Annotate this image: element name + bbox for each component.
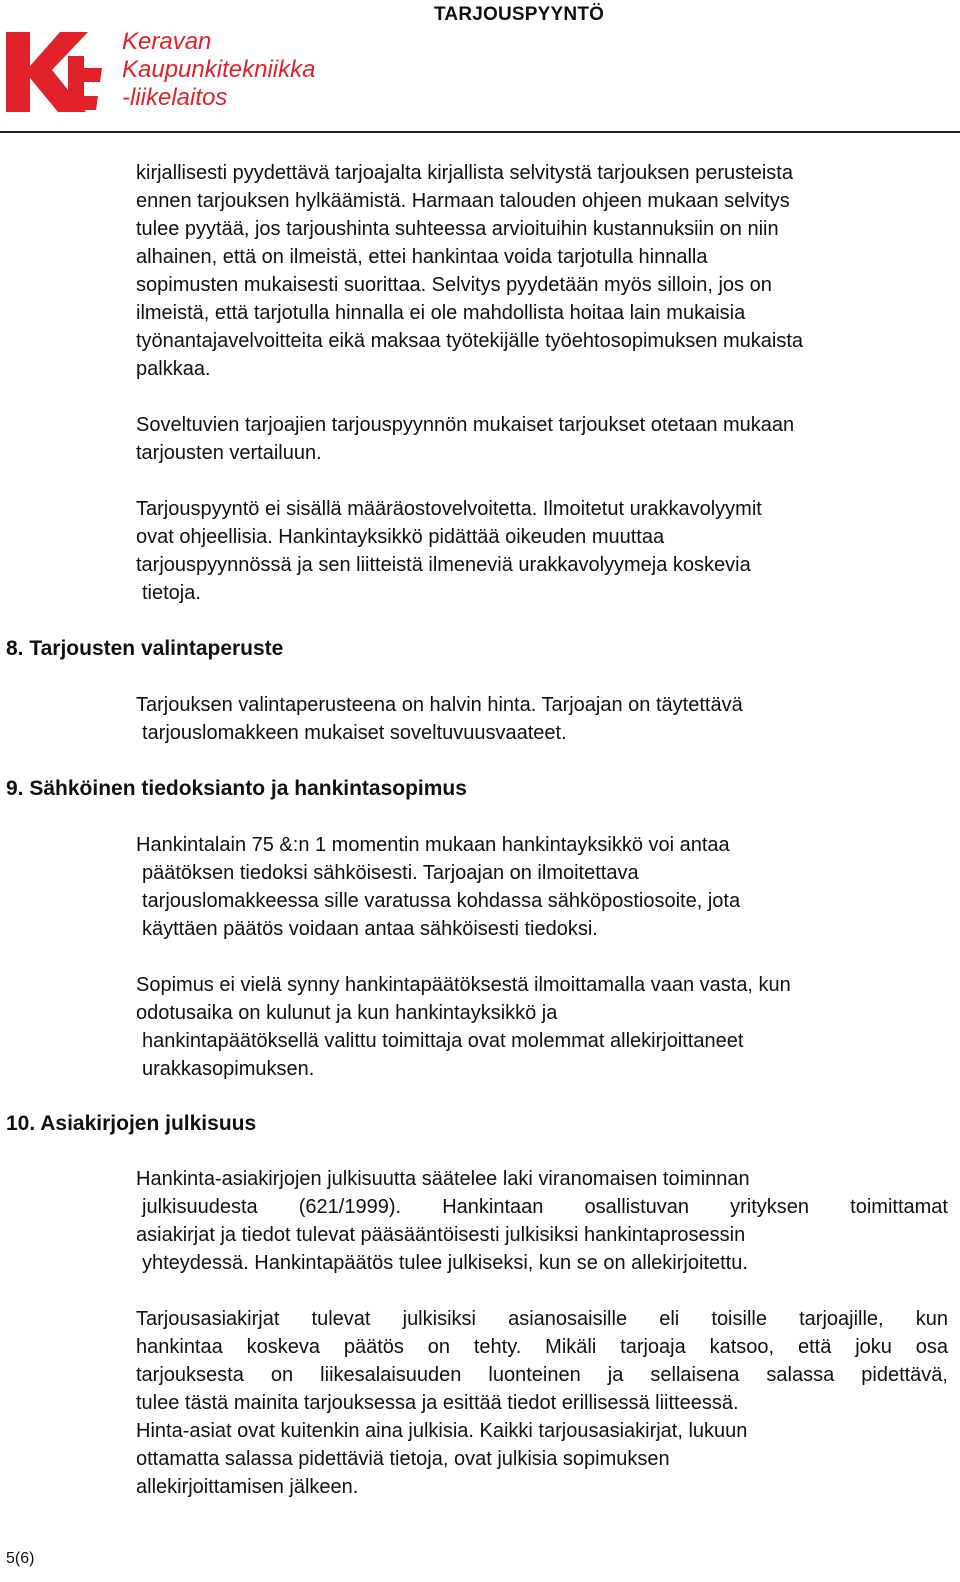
page-header (0, 0, 960, 134)
intro-paragraph-3 (136, 495, 956, 607)
page-number: 5(6) (6, 1550, 35, 1567)
text-line: Hankintalain 75 &:n 1 momentin mukaan hankintayksikkö voi antaa (136, 834, 730, 856)
section-9-paragraph-1 (136, 831, 956, 943)
text-line: päätöksen tiedoksi sähköisesti. Tarjoajan on ilmoitettava (142, 862, 639, 884)
header-divider (0, 131, 960, 133)
text-line: odotusaika on kulunut ja kun hankintayksikkö ja (136, 1002, 558, 1024)
section-10-paragraph-2 (136, 1305, 948, 1501)
text-line: sopimusten mukaisesti suorittaa. Selvitys pyydetään myös silloin, jos on (136, 274, 772, 296)
intro-paragraph-1 (136, 159, 956, 383)
text-line: tarjouksesta on liikesalaisuuden luonteinen ja sellaisena salassa pidettävä, (136, 1364, 948, 1386)
org-line: Keravan (122, 28, 212, 55)
text-line: tulee pyytää, jos tarjoushinta suhteessa arvioituihin kustannuksiin on niin (136, 218, 779, 240)
text-line: hankintaa koskeva päätös on tehty. Mikäli tarjoaja katsoo, että joku osa (136, 1336, 948, 1358)
text-line: kirjallisesti pyydettävä tarjoajalta kirjallista selvitystä tarjouksen perusteista (136, 162, 793, 184)
kt-logo-icon (2, 26, 122, 118)
text-line: Sopimus ei vielä synny hankintapäätöksestä ilmoittamalla vaan vasta, kun (136, 974, 791, 996)
section-8-heading: 8. Tarjousten valintaperuste (6, 637, 284, 660)
text-line: tietoja. (142, 582, 201, 604)
text-line: tarjouslomakkeessa sille varatussa kohdassa sähköpostiosoite, jota (142, 890, 741, 912)
text-line: yhteydessä. Hankintapäätös tulee julkiseksi, kun se on allekirjoitettu. (142, 1252, 748, 1274)
document-title: TARJOUSPYYNTÖ (434, 4, 605, 25)
text-line: alhainen, että on ilmeistä, ettei hankintaa voida tarjotulla hinnalla (136, 246, 708, 268)
text-line: ilmeistä, että tarjotulla hinnalla ei ole mahdollista hoitaa lain mukaisia (136, 302, 746, 324)
org-line: -liikelaitos (122, 84, 228, 111)
text-line: ennen tarjouksen hylkäämistä. Harmaan talouden ohjeen mukaan selvitys (136, 190, 790, 212)
text-line: allekirjoittamisen jälkeen. (136, 1476, 359, 1498)
section-9-paragraph-2 (136, 971, 956, 1083)
section-10-heading: 10. Asiakirjojen julkisuus (6, 1112, 257, 1135)
text-line: käyttäen päätös voidaan antaa sähköisesti tiedoksi. (142, 918, 598, 940)
org-line: Kaupunkitekniikka (122, 56, 316, 83)
text-line: tarjousten vertailuun. (136, 442, 322, 464)
text-line: Tarjouspyyntö ei sisällä määräostovelvoitetta. Ilmoitetut urakkavolyymit (136, 498, 762, 520)
text-line: Soveltuvien tarjoajien tarjouspyynnön mukaiset tarjoukset otetaan mukaan (136, 414, 795, 436)
text-line: asiakirjat ja tiedot tulevat pääsääntöisesti julkisiksi hankintaprosessin (136, 1224, 746, 1246)
text-line: Tarjouksen valintaperusteena on halvin hinta. Tarjoajan on täytettävä (136, 694, 743, 716)
text-line: ottamatta salassa pidettäviä tietoja, ovat julkisia sopimuksen (136, 1448, 670, 1470)
text-line: tarjouslomakkeen mukaiset soveltuvuusvaateet. (142, 722, 567, 744)
text-line: työnantajavelvoitteita eikä maksaa työtekijälle työehtosopimuksen mukaista (136, 330, 804, 352)
text-line: palkkaa. (136, 358, 211, 380)
intro-paragraph-2 (136, 411, 956, 467)
text-line: Hinta-asiat ovat kuitenkin aina julkisia. Kaikki tarjousasiakirjat, lukuun (136, 1420, 748, 1442)
section-9-heading: 9. Sähköinen tiedoksianto ja hankintasopimus (6, 777, 467, 800)
text-line: tarjouspyynnössä ja sen liitteistä ilmeneviä urakkavolyymeja koskevia (136, 554, 751, 576)
text-line: hankintapäätöksellä valittu toimittaja ovat molemmat allekirjoittaneet (142, 1030, 744, 1052)
text-line: urakkasopimuksen. (142, 1058, 315, 1080)
text-line: julkisuudesta (621/1999). Hankintaan osallistuvan yrityksen toimittamat (142, 1196, 948, 1218)
text-line: Hankinta-asiakirjojen julkisuutta säätelee laki viranomaisen toiminnan (136, 1168, 750, 1190)
section-8-paragraph (136, 691, 956, 747)
text-line: tulee tästä mainita tarjouksessa ja esittää tiedot erillisessä liitteessä. (136, 1392, 739, 1414)
text-line: ovat ohjeellisia. Hankintayksikkö pidättää oikeuden muuttaa (136, 526, 665, 548)
organization-name (122, 28, 315, 112)
text-line: Tarjousasiakirjat tulevat julkisiksi asianosaisille eli toisille tarjoajille, kun (136, 1308, 948, 1330)
section-10-paragraph-1 (136, 1165, 948, 1277)
